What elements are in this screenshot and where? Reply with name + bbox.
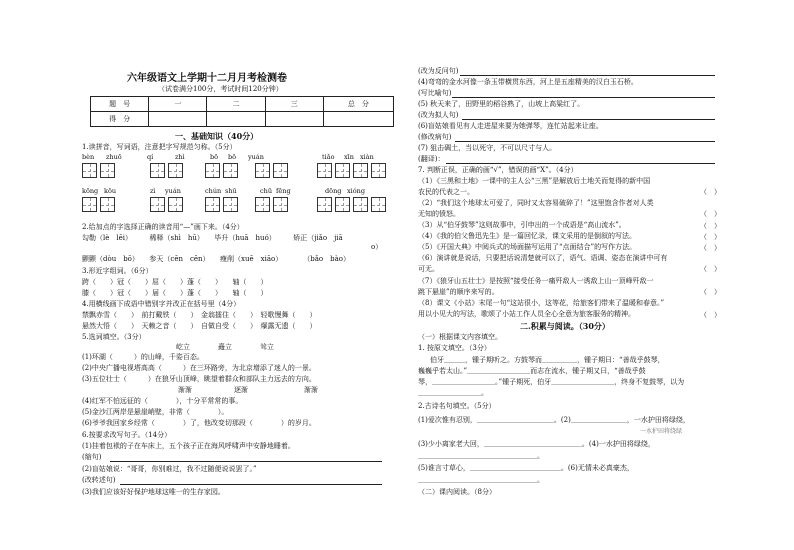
pinyin: chū <box>260 187 273 195</box>
score-cell: 二 <box>207 97 265 112</box>
answer-line[interactable] <box>120 484 382 485</box>
answer-line[interactable] <box>460 75 715 76</box>
judge-item: 农民的代表之一。 <box>418 188 474 196</box>
pinyin: shū <box>225 187 237 195</box>
q2-line: o） <box>371 243 383 251</box>
q5-line: (4)红军不怕远征的（ ），十分平常常的事。 <box>82 397 243 405</box>
score-table <box>90 96 394 127</box>
writing-grid[interactable] <box>317 197 386 212</box>
judge-item: 可无。 <box>418 265 439 273</box>
writing-grid[interactable] <box>255 197 288 212</box>
q6-line: (1)挂着包袱的子在车床上，五个孩子正在海风呼啸声中安静地睡着。 <box>82 442 295 450</box>
score-cell[interactable] <box>149 112 207 127</box>
judge-item: （7）《狼牙山五壮士》是按照“接受任务一痛歼敌人一诱敌上山一顶峰歼敌一 <box>418 277 654 285</box>
question-1: 1.读拼音，写词语，注意把字写规范匀称。（5分） <box>82 143 237 151</box>
judge-item: （4）《我的伯父鲁迅先生》是一篇回忆录，课文采用的是倒叙的写法。 <box>418 232 636 240</box>
pinyin: yuán <box>165 187 181 195</box>
q4-line: 禁飘赤雪（ ） 前打戴铁（ ） 金翁擂住（ ） 轻歌慢舞（ ） <box>82 311 317 319</box>
writing-grid[interactable] <box>255 163 288 178</box>
q6-line: (2)盲姑娘说：“哥哥，你别难过，我不过随便说说罢了。” <box>82 465 257 473</box>
pinyin: xióng <box>347 187 366 195</box>
writing-grid[interactable] <box>150 163 183 178</box>
pinyin: zhuō <box>106 153 122 161</box>
q5-line: (6)爷爷我回家乡经常（ ）了，他改变切那段（ ）的岁月。 <box>82 419 316 427</box>
r-line: (修改病句) <box>418 133 452 141</box>
q3-line: 跨（ ）冠（ ）屈（ ）蓬（ ） 轴（ ） <box>82 278 268 286</box>
s2-line: (5)谁言寸草心，＿＿＿＿＿＿＿＿＿＿＿＿＿。(6)无情未必真豪杰， <box>418 464 634 472</box>
subsection-title: （二）课内阅读。（8分） <box>418 488 496 496</box>
score-cell: 三 <box>265 97 323 112</box>
page-title: 六年级语文上学期十二月月考检测卷 <box>127 73 287 84</box>
q6-line: (3)我们应该好好保护地球这唯一的生存家园。 <box>82 488 225 496</box>
answer-paren[interactable]: （ ） <box>700 222 721 230</box>
pinyin: bèn <box>82 153 95 161</box>
pinyin: kōu <box>104 187 117 195</box>
judge-item: （5）《开国大典》中阅兵式的场面描写运用了“点面结合”的写作方法。 <box>418 243 637 251</box>
writing-grid[interactable] <box>82 163 115 178</box>
question-4: 4.用横线画下成语中错别字并改正在括号里（4分） <box>82 300 241 308</box>
score-cell: 总 分 <box>323 97 393 112</box>
pinyin: kōng <box>82 187 99 195</box>
judge-item: （6）演讲就是说话，只要把话说清楚就可以了，语气、语调、姿态在演讲中可有 <box>418 254 668 262</box>
exam-subtitle: （试卷满分100分，考试时间120分钟） <box>158 85 283 93</box>
section-1-title: 一、基础知识（40分） <box>175 131 259 141</box>
s2-line: ＿＿＿＿＿＿＿＿＿＿＿＿＿＿＿＿＿。 <box>418 452 544 460</box>
answer-paren[interactable]: （ ） <box>700 288 721 296</box>
section-2-title: 二.积累与阅读。（30分） <box>520 321 610 331</box>
answer-paren[interactable]: （ ） <box>700 233 721 241</box>
q6-line: (改转述句) <box>82 476 116 484</box>
judge-item: （3）从“伯牙鼓琴”这则故事中，引申出的一个成语是“高山流水”。 <box>418 221 626 229</box>
writing-grid[interactable] <box>82 197 115 212</box>
pinyin: bō <box>228 153 237 161</box>
pinyin: zì <box>150 187 156 195</box>
s2-line: ＿＿＿＿＿＿＿＿＿。 <box>418 389 488 397</box>
pinyin: xiàn <box>360 153 374 161</box>
score-cell: 一 <box>149 97 207 112</box>
score-cell[interactable] <box>207 112 265 127</box>
s2-question-2: 2.古诗名句填空。（5分） <box>418 402 496 410</box>
q2-line: 勾勒（lè lēi） 稀释（shì hū） 毕升（huā huó） 矫正（jiǎo jiā <box>82 234 343 242</box>
pinyin: yuán <box>248 153 264 161</box>
pinyin: fēng <box>276 187 291 195</box>
score-table-row <box>91 112 394 127</box>
r-line: (7) 狙击碉土，当以死守，不可以尺寸与人。 <box>418 144 557 152</box>
q5-line: (5)金沙江两岸是悬崖峭壁，非常（ ）。 <box>82 408 229 416</box>
answer-paren[interactable]: （ ） <box>700 210 721 218</box>
s2-line: (3)少小离家老大回，＿＿＿＿＿＿＿＿＿＿＿＿＿＿。(4)一水护田将绿绕， <box>418 440 655 448</box>
q5-line: (3)五位壮士（ ）在狼牙山顶峰，眺望着群众和部队主力远去的方向。 <box>82 375 316 383</box>
subsection-title: （一）根据课文内容填空。 <box>418 333 502 341</box>
r-line: (改为反问句) <box>418 67 459 75</box>
s2-line: 巍巍乎若太山。”＿＿＿＿＿＿＿＿＿而志在流水，锺子期又曰，“善哉乎鼓 <box>418 367 646 375</box>
r-line: (写比喻句) <box>418 89 452 97</box>
s2-line: 伯牙＿＿＿，锺子期听之。方鼓琴而＿＿＿＿＿，锺子期曰：“善哉乎鼓琴， <box>430 356 665 364</box>
pinyin: xīn <box>344 153 354 161</box>
score-cell[interactable] <box>265 112 323 127</box>
pinyin: qí <box>147 153 154 161</box>
q2-line: 颤颤（dòu bō） 参天（cēn cēn） 瘦削（xuē xiāo） （bǎo bào） <box>82 255 350 263</box>
q5-line: (1)环湖（ ）的山峰，千姿百态。 <box>82 353 204 361</box>
question-5: 5.选词填空。（3分） <box>82 333 146 341</box>
s2-line: 琴，＿＿＿＿＿＿＿＿＿。”锺子期死，伯牙＿＿＿＿＿＿＿＿＿，终身不复鼓琴，以为 <box>418 378 685 386</box>
answer-paren[interactable]: （ ） <box>700 265 721 273</box>
q6-line: (缩句) <box>82 453 102 461</box>
s2-note: 一水护田将绕绿 <box>640 428 683 435</box>
score-cell: 得 分 <box>91 112 149 127</box>
judge-item: 无知的愤怒。 <box>418 210 460 218</box>
s2-line: (1)爱次惟有忍别，＿＿＿＿＿＿＿＿＿＿＿。(2)＿＿＿＿＿＿＿＿，一水护田将绿绕， <box>418 416 690 424</box>
judge-item: 用以小见大的写法，歌颂了小站工作人员全心全意为旅客服务的精神。 <box>418 310 635 318</box>
q5-word-bank: 渐渐 逐渐 渐渐 <box>178 386 318 394</box>
score-cell: 题 号 <box>91 97 149 112</box>
question-6: 6.按要求改写句子。（14分） <box>82 431 172 439</box>
writing-grid[interactable] <box>317 163 386 178</box>
answer-line[interactable] <box>455 141 715 142</box>
writing-grid[interactable] <box>150 197 183 212</box>
q3-line: 膝（ ）冠（ ）届（ ）蓬（ ） 轴（ ） <box>82 289 268 297</box>
pinyin: zhì <box>175 153 185 161</box>
answer-line[interactable] <box>462 119 715 120</box>
pinyin: chún <box>205 187 222 195</box>
judge-item: （2）“我们这个地球太可爱了，同时又太容易破碎了！”这里饱含作者对人类 <box>418 199 654 207</box>
q5-word-bank: 屹立 矗立 耸立 <box>176 343 274 351</box>
r-line: (4)弯弯的金水河像一条玉带横贯东西，河上是五座精美的汉白玉石桥。 <box>418 78 638 86</box>
answer-line[interactable] <box>452 97 715 98</box>
r-line: (改为拟人句) <box>418 111 459 119</box>
r-line: (6)盲姑娘看见有人走进屋来要为她弹琴，连忙站起来让座。 <box>418 122 603 130</box>
answer-line[interactable] <box>446 163 715 164</box>
writing-grid[interactable] <box>205 197 238 212</box>
q4-line: 悬然大悟（ ） 天赖之音（ ） 自做自受（ ） 爆露无遗（ ） <box>82 322 317 330</box>
judge-item: （1）《三黑和土地》一课中的主人公“三黑”是解放后土地关而复得的新中国 <box>418 177 651 185</box>
question-3: 3.形近字组词。（6分） <box>82 267 153 275</box>
s2-line: ＿＿＿＿＿＿＿＿＿＿＿＿＿＿＿＿＿。 <box>418 476 544 484</box>
pinyin: bō <box>210 153 219 161</box>
r-line: (翻译)： <box>418 155 445 163</box>
answer-paren[interactable]: （ ） <box>700 244 721 252</box>
answer-line[interactable] <box>110 461 382 462</box>
answer-paren[interactable]: （ ） <box>700 311 721 319</box>
score-table-row <box>91 97 394 112</box>
pinyin: tiǎo <box>322 153 335 161</box>
score-cell[interactable] <box>323 112 393 127</box>
judge-item: 跳下悬崖”的顺序来写的。 <box>418 288 499 296</box>
pinyin: dōng <box>325 187 342 195</box>
writing-grid[interactable] <box>205 163 238 178</box>
question-2: 2.给加点的字选择正确的读音用“—”画下来。（4分） <box>82 223 244 231</box>
question-7: 7. 判断正误，正确的画“√”，错误的画“X”。（4分） <box>418 166 578 174</box>
q5-line: (2)中央广播电视塔高高（ ）在三环路旁，为北京增添了迷人的一景。 <box>82 364 316 372</box>
s2-question-1: 1. 按原文填空。（3分） <box>418 344 491 352</box>
judge-item: （8）课文《小站》末尾一句“这站很小，这等花，给旅客们带来了温暖和春意。” <box>418 299 665 307</box>
r-line: (5) 秋天来了，田野里的稻谷熟了，山坡上高粱红了。 <box>418 100 585 108</box>
answer-paren[interactable]: （ ） <box>700 188 721 196</box>
